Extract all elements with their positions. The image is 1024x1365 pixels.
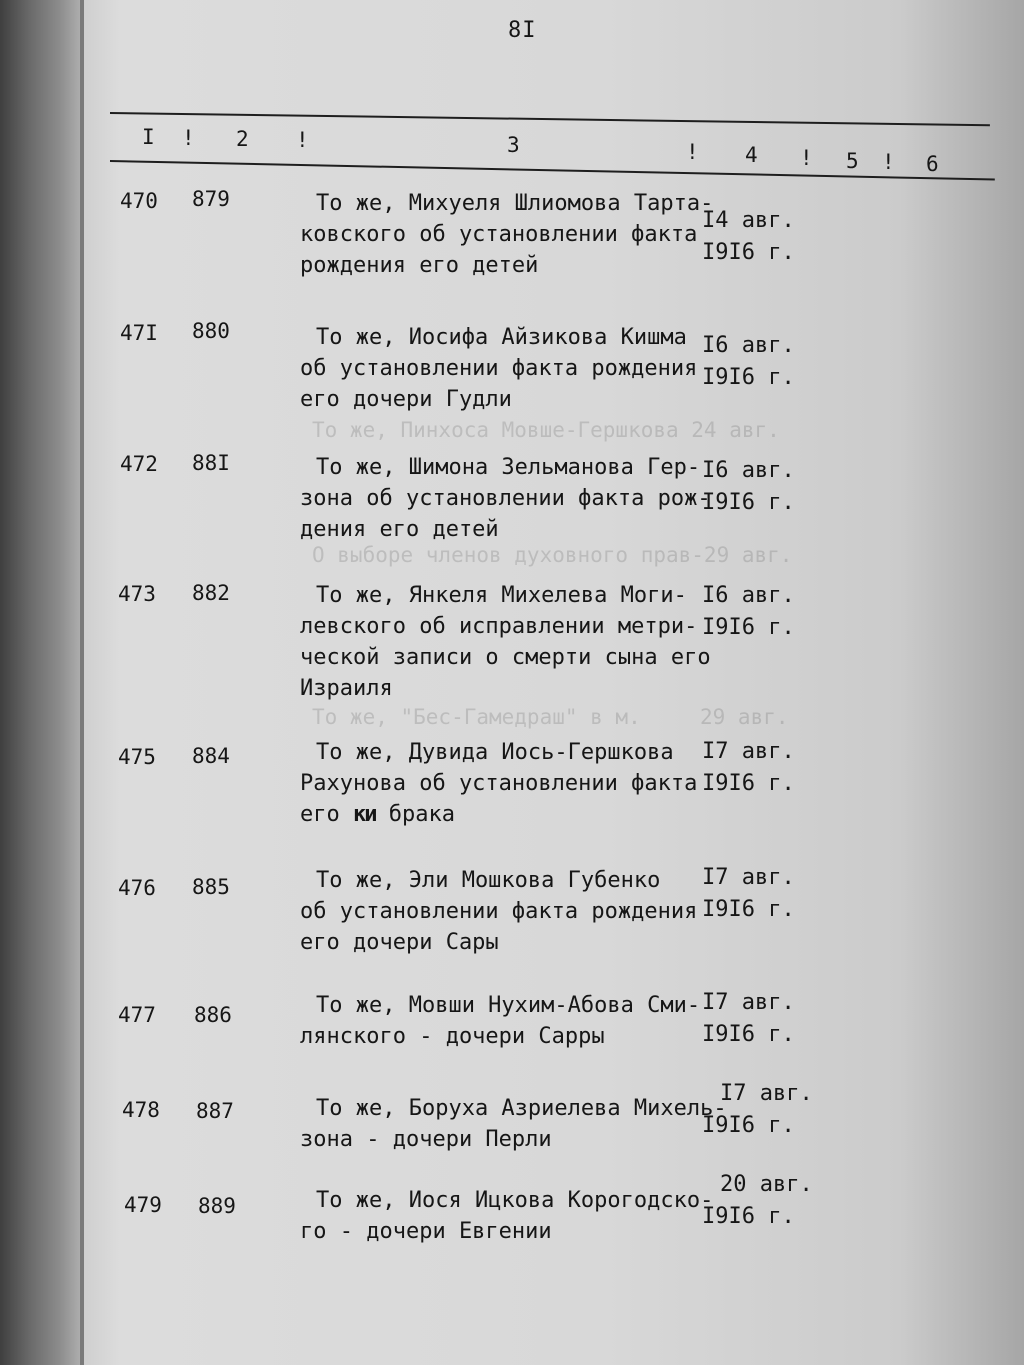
description-line: То же, Иосифа Айзикова Кишма (316, 325, 687, 350)
date-line: I6 авг. (702, 458, 795, 483)
entry-description (300, 1093, 727, 1155)
date-line: I6 авг. (702, 583, 795, 608)
description-line: дения его детей (300, 517, 499, 542)
row-number: 476 (118, 876, 156, 900)
entry-description (300, 580, 711, 704)
description-line: ческой записи о смерти сына его (300, 645, 711, 670)
date-line: I7 авг. (702, 990, 795, 1015)
column-header-2: 2 (236, 127, 249, 151)
description-line: То же, Михуеля Шлиомова Тарта- (316, 191, 714, 216)
description-line: То же, Боруха Азриелева Михель- (316, 1096, 727, 1121)
date-line: I4 авг. (702, 208, 795, 233)
date-line: I9I6 г. (702, 1022, 795, 1047)
entry-date (702, 580, 795, 644)
entry-description (300, 865, 697, 958)
date-line: I7 авг. (702, 739, 795, 764)
table-header-rule-top (110, 112, 990, 126)
entry-date (702, 1078, 813, 1142)
description-line: То же, Шимона Зельманова Гер- (316, 455, 701, 480)
entry-date (702, 987, 795, 1051)
description-word: его (300, 802, 340, 827)
bleed-through-text: То же, "Бес-Гамедраш" в м. (312, 705, 641, 729)
case-number: 882 (192, 581, 230, 605)
description-line (300, 799, 697, 830)
case-number: 885 (192, 875, 230, 899)
column-separator: ! (882, 150, 895, 174)
row-number: 473 (118, 582, 156, 606)
entry-date (702, 862, 795, 926)
date-line: I7 авг. (720, 1081, 813, 1106)
page-number: 8I (508, 18, 537, 43)
row-number: 472 (120, 452, 158, 476)
date-line: I7 авг. (702, 865, 795, 890)
row-number: 470 (120, 189, 158, 213)
table-header-rule-bottom (110, 160, 995, 181)
description-line: об установлении факта рождения (300, 356, 698, 381)
entry-date (702, 330, 795, 394)
row-number: 479 (124, 1193, 162, 1217)
description-line: То же, Янкеля Михелева Моги- (316, 583, 687, 608)
entry-description (300, 188, 713, 281)
description-line: левского об исправлении метри- (300, 614, 698, 639)
description-line: лянского - дочери Сарры (300, 1024, 605, 1049)
bleed-through-text: То же, Пинхоса Мовше-Гершкова 24 авг. (312, 418, 780, 442)
description-line: Рахунова об установлении факта (300, 771, 698, 796)
bleed-through-text: О выборе членов духовного прав-29 авг. (312, 543, 793, 567)
row-number: 477 (118, 1003, 156, 1027)
case-number: 879 (192, 187, 230, 211)
date-line: I9I6 г. (702, 771, 795, 796)
description-line: го - дочери Евгении (300, 1219, 552, 1244)
case-number: 880 (192, 319, 230, 343)
description-line: рождения его детей (300, 253, 539, 278)
entry-date (702, 205, 795, 269)
column-separator: ! (296, 128, 309, 152)
case-number: 889 (198, 1194, 236, 1218)
date-line: 20 авг. (720, 1172, 813, 1197)
date-line: I9I6 г. (702, 1204, 795, 1229)
column-separator: ! (182, 126, 195, 150)
column-header-5: 5 (846, 149, 859, 173)
entry-date (702, 1169, 813, 1233)
description-line: зона об установлении факта рож- (300, 486, 711, 511)
description-line: То же, Иося Ицкова Корогодско- (316, 1188, 714, 1213)
description-line: его дочери Гудли (300, 387, 512, 412)
case-number: 884 (192, 744, 230, 768)
row-number: 475 (118, 745, 156, 769)
date-line: I9I6 г. (702, 615, 795, 640)
date-line: I9I6 г. (702, 240, 795, 265)
entry-date (702, 736, 795, 800)
row-number: 478 (122, 1098, 160, 1122)
entry-description (300, 322, 697, 415)
description-line: Израиля (300, 676, 393, 701)
date-line: I6 авг. (702, 333, 795, 358)
entry-description (300, 990, 700, 1052)
entry-description (300, 452, 711, 545)
case-number: 88I (192, 451, 230, 475)
case-number: 886 (194, 1003, 232, 1027)
date-line: I9I6 г. (702, 365, 795, 390)
page-edge (80, 0, 84, 1365)
description-line: То же, Эли Мошкова Губенко (316, 868, 661, 893)
date-line: I9I6 г. (702, 897, 795, 922)
column-separator: ! (686, 140, 699, 164)
description-line: То же, Дувида Иось-Гершкова (316, 740, 674, 765)
description-line: ковского об установлении факта (300, 222, 698, 247)
bleed-through-text: 29 авг. (700, 705, 789, 729)
description-line: его дочери Сары (300, 930, 499, 955)
description-word: брака (388, 802, 455, 827)
date-line: I9I6 г. (702, 490, 795, 515)
entry-description (300, 1185, 713, 1247)
description-line: То же, Мовши Нухим-Абова Сми- (316, 993, 701, 1018)
column-separator: ! (800, 146, 813, 170)
entry-date (702, 455, 795, 519)
column-header-3: 3 (507, 133, 520, 157)
typed-overstrike: ки (353, 802, 376, 827)
description-line: зона - дочери Перли (300, 1127, 552, 1152)
entry-description (300, 737, 697, 830)
case-number: 887 (196, 1099, 234, 1123)
row-number: 47I (120, 321, 158, 345)
column-header-6: 6 (926, 152, 939, 176)
column-header-1: I (142, 125, 155, 149)
book-binding-shadow (0, 0, 82, 1365)
description-line: об установлении факта рождения (300, 899, 698, 924)
column-header-4: 4 (745, 143, 758, 167)
date-line: I9I6 г. (702, 1113, 795, 1138)
